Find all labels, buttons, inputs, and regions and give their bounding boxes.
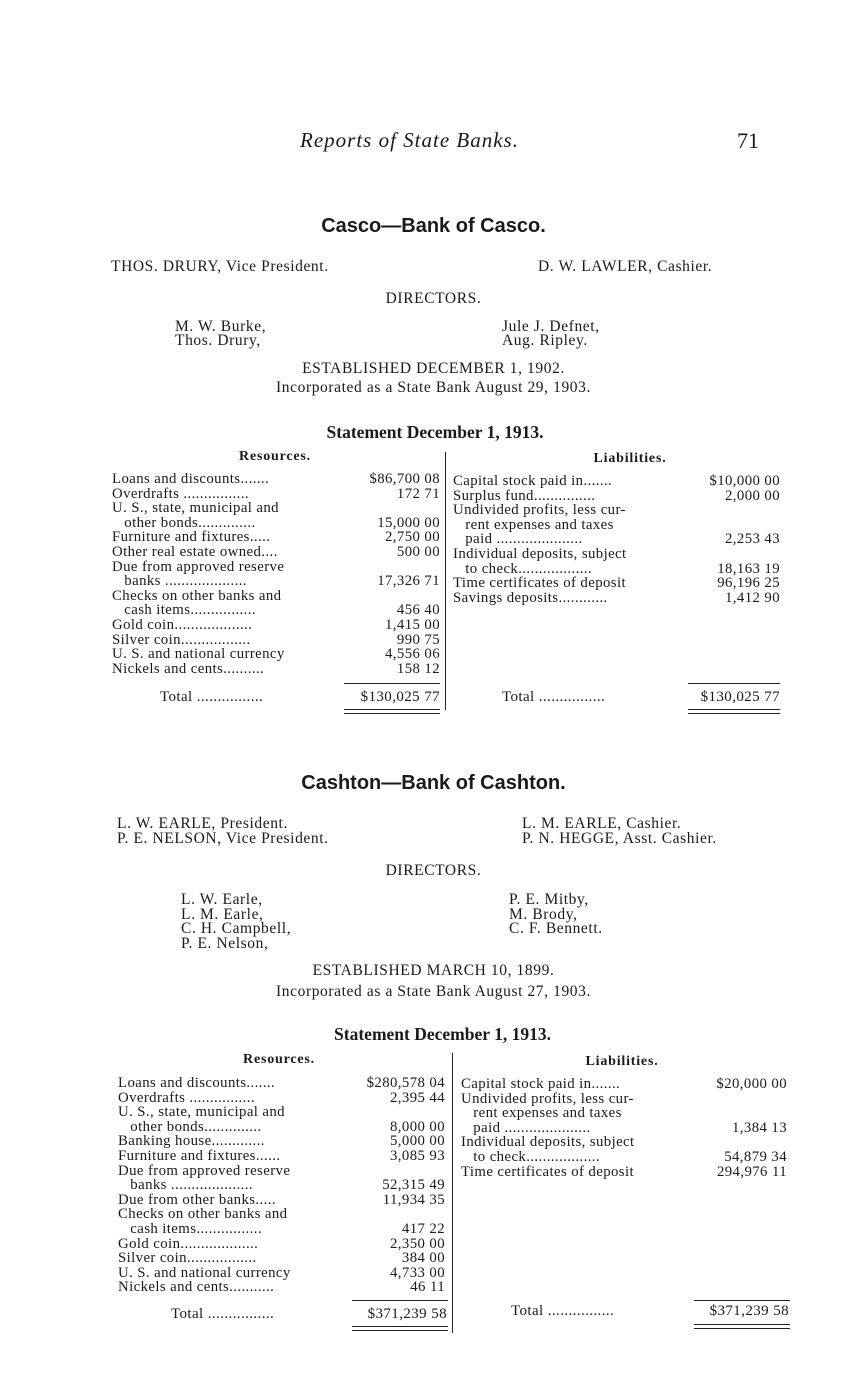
ledger-row [461, 1150, 787, 1165]
ledger-amount: 8,000 00 [390, 1118, 445, 1135]
director-name: P. E. Mitby, [509, 891, 589, 908]
established-line: ESTABLISHED MARCH 10, 1899. [312, 962, 555, 979]
ledger-label: Furniture and fixtures..... [112, 529, 271, 546]
liabilities-list [461, 1077, 787, 1179]
liabilities-total: $371,239 58 [709, 1303, 789, 1319]
ledger-label: Individual deposits, subject [453, 545, 627, 562]
ledger-row [112, 603, 440, 618]
ledger-label: Capital stock paid in....... [461, 1076, 621, 1092]
running-header-title: Reports of State Banks. [300, 128, 519, 152]
officer-line: P. N. HEGGE, Asst. Cashier. [522, 830, 717, 847]
total-rule [344, 683, 440, 684]
ledger-label: Due from other banks..... [118, 1191, 276, 1208]
ledger-label: Nickels and cents.......... [112, 660, 265, 677]
directors-heading: DIRECTORS. [385, 862, 482, 879]
bank-title: Cashton—Bank of Cashton. [301, 772, 566, 794]
ledger-row [453, 532, 780, 547]
ledger-amount: 54,879 34 [724, 1148, 787, 1165]
ledger-row [461, 1165, 787, 1180]
ledger-row [118, 1280, 445, 1295]
ledger-row [112, 618, 440, 633]
double-rule [352, 1326, 448, 1327]
liabilities-heading: Liabilities. [593, 451, 667, 466]
ledger-amount: 4,733 00 [390, 1264, 445, 1281]
ledger-amount: 15,000 00 [377, 514, 440, 531]
director-name: M. Brody, [509, 906, 578, 923]
resources-total-label: Total ................ [171, 1306, 275, 1322]
ledger-amount: $20,000 00 [716, 1076, 787, 1092]
ledger-label: U. S. and national currency [112, 646, 285, 663]
ledger-label: rent expenses and taxes [461, 1105, 622, 1122]
liabilities-total-label: Total ................ [511, 1303, 615, 1319]
incorporated-line: Incorporated as a State Bank August 29, 1903. [276, 379, 591, 396]
resources-heading: Resources. [243, 1052, 315, 1067]
ledger-amount: 1,412 90 [725, 589, 780, 606]
ledger-amount: 2,750 00 [385, 529, 440, 546]
ledger-label: Banking house............. [118, 1133, 265, 1150]
ledger-amount: 5,000 00 [390, 1133, 445, 1150]
director-name: P. E. Nelson, [181, 935, 269, 952]
director-name: C. F. Bennett. [509, 920, 603, 937]
officer-line: THOS. DRURY, Vice President. [111, 258, 329, 275]
ledger-label: Loans and discounts....... [118, 1075, 276, 1091]
ledger-label: rent expenses and taxes [453, 516, 614, 533]
ledger-label: paid ..................... [453, 531, 583, 548]
ledger-label: Other real estate owned.... [112, 543, 278, 560]
ledger-amount: 417 22 [401, 1220, 445, 1237]
established-line: ESTABLISHED DECEMBER 1, 1902. [302, 360, 565, 377]
ledger-row [453, 547, 780, 562]
ledger-row [112, 501, 440, 516]
ledger-label: paid ..................... [461, 1119, 591, 1136]
ledger-row [118, 1091, 445, 1106]
liabilities-total-label: Total ................ [502, 689, 606, 705]
ledger-label: Overdrafts ................ [112, 485, 249, 502]
resources-total: $130,025 77 [360, 689, 440, 705]
resources-list [112, 472, 440, 676]
ledger-row [112, 560, 440, 575]
directors-heading: DIRECTORS. [385, 290, 482, 307]
ledger-label: Savings deposits............ [453, 589, 608, 606]
ledger-row [453, 576, 780, 591]
officer-line: D. W. LAWLER, Cashier. [538, 258, 713, 275]
ledger-row [118, 1207, 445, 1222]
ledger-row [112, 662, 440, 677]
ledger-row [118, 1105, 445, 1120]
ledger-label: Capital stock paid in....... [453, 473, 613, 489]
resources-total: $371,239 58 [367, 1306, 447, 1322]
ledger-row [118, 1164, 445, 1179]
double-rule [694, 1324, 790, 1325]
ledger-label: Furniture and fixtures...... [118, 1147, 281, 1164]
ledger-label: Undivided profits, less cur- [461, 1090, 634, 1107]
ledger-row [118, 1222, 445, 1237]
ledger-label: Overdrafts ................ [118, 1089, 255, 1106]
ledger-label: Due from approved reserve [112, 558, 285, 575]
ledger-row [461, 1121, 787, 1136]
ledger-row [112, 516, 440, 531]
ledger-label: Individual deposits, subject [461, 1134, 635, 1151]
ledger-amount: 500 00 [396, 543, 440, 560]
ledger-amount: 1,415 00 [385, 616, 440, 633]
ledger-label: Loans and discounts....... [112, 471, 270, 487]
director-name: L. W. Earle, [181, 891, 263, 908]
ledger-row [461, 1092, 787, 1107]
ledger-row [461, 1106, 787, 1121]
liabilities-list [453, 474, 780, 605]
ledger-amount: 4,556 06 [385, 646, 440, 663]
ledger-amount: 294,976 11 [716, 1163, 787, 1180]
ledger-row [453, 518, 780, 533]
ledger-row [118, 1193, 445, 1208]
ledger-amount: 990 75 [396, 631, 440, 648]
ledger-amount: $86,700 08 [369, 471, 440, 487]
ledger-label: banks .................... [112, 573, 247, 590]
liabilities-total: $130,025 77 [700, 689, 780, 705]
ledger-label: to check.................. [461, 1148, 600, 1165]
ledger-amount: 2,350 00 [390, 1235, 445, 1252]
ledger-label: Surplus fund............... [453, 487, 596, 504]
ledger-row [112, 589, 440, 604]
ledger-amount: 158 12 [396, 660, 440, 677]
column-divider [445, 452, 446, 710]
ledger-row [112, 472, 440, 487]
ledger-label: other bonds.............. [118, 1118, 262, 1135]
ledger-row [112, 633, 440, 648]
ledger-row [118, 1237, 445, 1252]
ledger-label: cash items................ [118, 1220, 262, 1237]
ledger-label: to check.................. [453, 560, 592, 577]
ledger-row [118, 1076, 445, 1091]
ledger-label: Time certificates of deposit [453, 575, 626, 592]
ledger-row [112, 574, 440, 589]
ledger-label: Silver coin................. [118, 1250, 257, 1267]
director-name: C. H. Campbell, [181, 920, 292, 937]
ledger-amount: 46 11 [410, 1279, 445, 1296]
ledger-label: cash items................ [112, 602, 256, 619]
director-name: L. M. Earle, [181, 906, 264, 923]
resources-list [118, 1076, 445, 1295]
ledger-label: Due from approved reserve [118, 1162, 291, 1179]
ledger-label: Nickels and cents........... [118, 1279, 275, 1296]
ledger-row [112, 545, 440, 560]
ledger-label: U. S., state, municipal and [112, 500, 279, 517]
ledger-amount: 3,085 93 [390, 1147, 445, 1164]
double-rule [688, 709, 780, 710]
double-rule [352, 1330, 448, 1331]
ledger-row [453, 503, 780, 518]
ledger-row [453, 474, 780, 489]
officer-line: P. E. NELSON, Vice President. [117, 830, 329, 847]
total-rule [688, 683, 780, 684]
ledger-label: Checks on other banks and [112, 587, 282, 604]
ledger-amount: 384 00 [401, 1250, 445, 1267]
ledger-label: Gold coin................... [118, 1235, 259, 1252]
ledger-label: Time certificates of deposit [461, 1163, 634, 1180]
ledger-label: U. S. and national currency [118, 1264, 291, 1281]
ledger-amount: $280,578 04 [366, 1075, 445, 1091]
double-rule [344, 709, 440, 710]
ledger-label: other bonds.............. [112, 514, 256, 531]
double-rule [688, 713, 780, 714]
ledger-amount: 18,163 19 [717, 560, 780, 577]
ledger-label: banks .................... [118, 1177, 253, 1194]
ledger-amount: 17,326 71 [377, 573, 440, 590]
ledger-row [461, 1077, 787, 1092]
incorporated-line: Incorporated as a State Bank August 27, 1903. [276, 983, 591, 1000]
liabilities-heading: Liabilities. [585, 1054, 659, 1069]
ledger-row [112, 487, 440, 502]
ledger-amount: 1,384 13 [732, 1119, 787, 1136]
ledger-amount: 456 40 [396, 602, 440, 619]
ledger-label: Gold coin................... [112, 616, 253, 633]
ledger-amount: 172 71 [396, 485, 440, 502]
ledger-row [453, 591, 780, 606]
statement-title: Statement December 1, 1913. [326, 422, 544, 442]
column-divider [452, 1053, 453, 1333]
ledger-row [118, 1251, 445, 1266]
ledger-row [112, 530, 440, 545]
double-rule [344, 713, 440, 714]
ledger-row [118, 1178, 445, 1193]
ledger-amount: 2,000 00 [725, 487, 780, 504]
ledger-label: U. S., state, municipal and [118, 1104, 285, 1121]
ledger-row [453, 489, 780, 504]
page-number: 71 [737, 128, 759, 153]
director-name: Aug. Ripley. [502, 332, 588, 349]
ledger-label: Checks on other banks and [118, 1206, 288, 1223]
ledger-amount: $10,000 00 [709, 473, 780, 489]
ledger-amount: 52,315 49 [382, 1177, 445, 1194]
statement-title: Statement December 1, 1913. [334, 1024, 551, 1044]
director-name: Jule J. Defnet, [502, 318, 600, 335]
resources-total-label: Total ................ [160, 689, 264, 705]
ledger-row [118, 1149, 445, 1164]
director-name: Thos. Drury, [175, 332, 261, 349]
ledger-row [118, 1266, 445, 1281]
resources-heading: Resources. [239, 449, 311, 464]
ledger-row [112, 647, 440, 662]
officer-line: L. W. EARLE, President. [117, 815, 288, 832]
ledger-row [118, 1134, 445, 1149]
ledger-amount: 11,934 35 [382, 1191, 445, 1208]
total-rule [352, 1300, 448, 1301]
ledger-label: Silver coin................. [112, 631, 251, 648]
ledger-amount: 2,253 43 [725, 531, 780, 548]
officer-line: L. M. EARLE, Cashier. [522, 815, 682, 832]
director-name: M. W. Burke, [175, 318, 267, 335]
ledger-row [118, 1120, 445, 1135]
ledger-amount: 96,196 25 [717, 575, 780, 592]
ledger-amount: 2,395 44 [390, 1089, 445, 1106]
total-rule [694, 1300, 790, 1301]
ledger-row [453, 562, 780, 577]
ledger-label: Undivided profits, less cur- [453, 502, 626, 519]
ledger-row [461, 1135, 787, 1150]
double-rule [694, 1328, 790, 1329]
bank-title: Casco—Bank of Casco. [321, 215, 546, 237]
